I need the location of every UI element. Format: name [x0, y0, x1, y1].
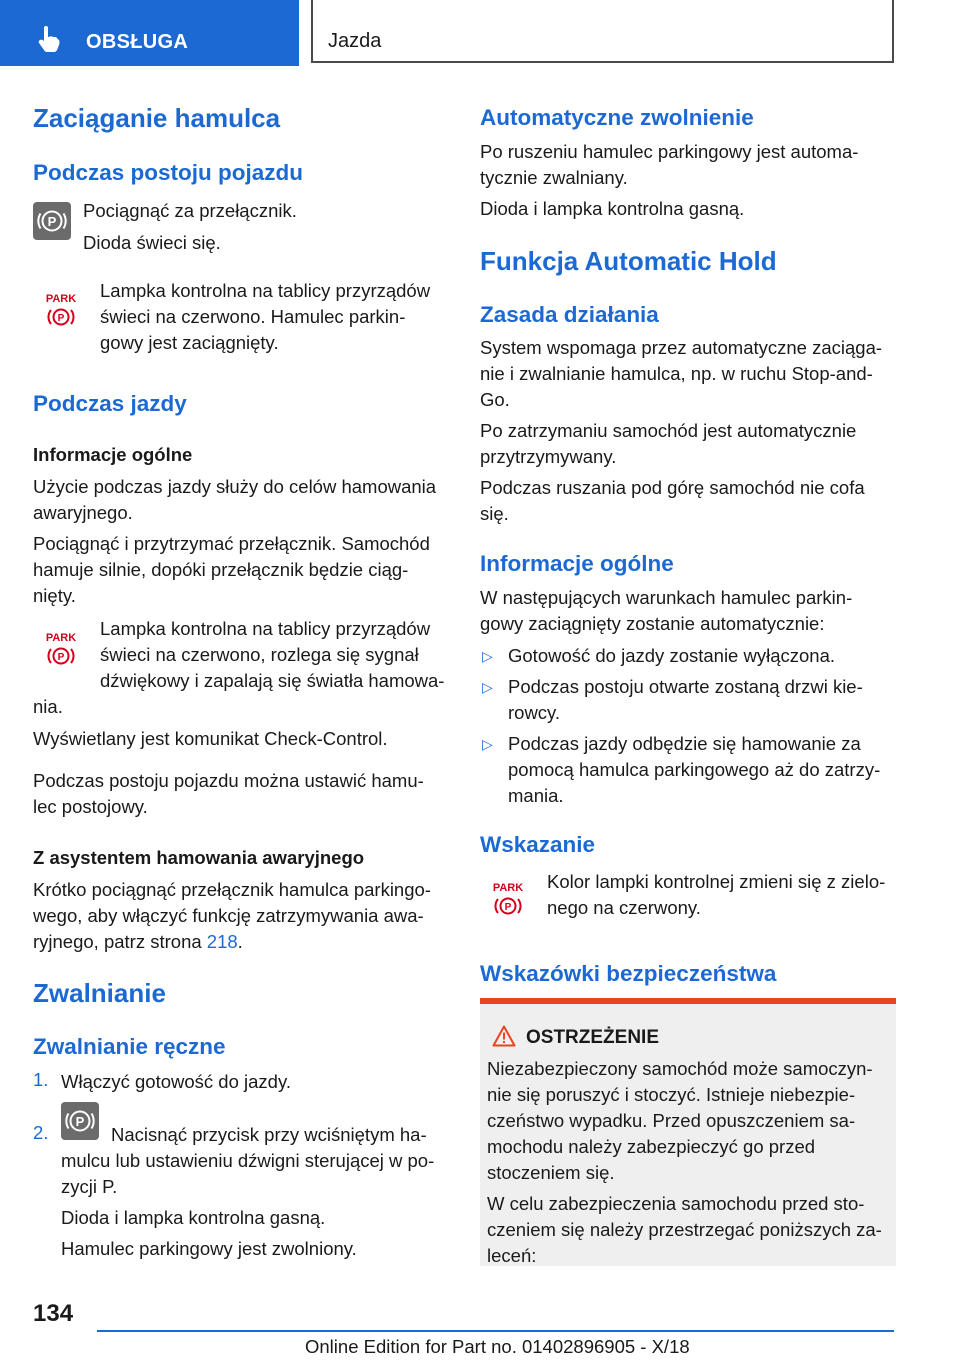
svg-text:P: P	[504, 902, 512, 913]
text-line: nego na czerwony.	[547, 897, 701, 918]
bullet-text: pomocą hamulca parkingowego aż do zatrzy-	[508, 759, 881, 780]
warning-box	[480, 998, 896, 1266]
page-link[interactable]: 218	[206, 931, 238, 952]
text-line: dźwiękowy i zapalają się światła hamowa-	[100, 670, 445, 691]
warning-title: OSTRZEŻENIE	[526, 1027, 660, 1048]
text-line: Podczas postoju pojazdu można ustawić hamu-	[33, 770, 424, 791]
bullet-text: Podczas jazdy odbędzie się hamowanie za	[508, 733, 861, 754]
park-warning-icon	[43, 630, 79, 675]
park-indicator-icon	[490, 880, 526, 925]
section-label: OBSŁUGA	[86, 31, 189, 53]
text-line: świeci na czerwono, rozlega się sygnał	[100, 644, 419, 665]
text-line: przytrzymywany.	[480, 446, 617, 467]
bullet-text: mania.	[508, 785, 564, 806]
heading-safety: Wskazówki bezpieczeństwa	[480, 961, 777, 986]
warning-text: leceń:	[487, 1245, 537, 1266]
heading-general-info: Informacje ogólne	[480, 551, 674, 576]
text-line: gowy zaciągnięty zostanie automatycznie:	[480, 613, 825, 634]
text-line: nięty.	[33, 585, 76, 606]
text-line: Wyświetlany jest komunikat Check-Control.	[33, 728, 388, 749]
warning-text: Niezabezpieczony samochód może samoczyn-	[487, 1058, 873, 1079]
step-text: Hamulec parkingowy jest zwolniony.	[61, 1238, 357, 1259]
step-number: 1.	[33, 1069, 49, 1090]
heading-manual: Zwalnianie ręczne	[33, 1034, 226, 1059]
text-line: Dioda świeci się.	[83, 232, 221, 253]
heading-autohold: Funkcja Automatic Hold	[480, 246, 777, 276]
svg-text:P: P	[47, 214, 57, 229]
heading-standstill: Podczas postoju pojazdu	[33, 160, 304, 185]
text-line: Go.	[480, 389, 510, 410]
step-text: zycji P.	[61, 1176, 118, 1197]
section-tab	[0, 0, 299, 66]
text-line: lec postojowy.	[33, 796, 148, 817]
svg-text:PARK: PARK	[45, 293, 77, 305]
parking-brake-switch-icon	[61, 1102, 99, 1140]
text-line: wego, aby włączyć funkcję zatrzymywania awa-	[33, 905, 424, 926]
text-span: ryjnego, patrz strona	[33, 931, 207, 952]
text-span: .	[237, 931, 243, 952]
heading-auto-release: Automatyczne zwolnienie	[480, 105, 754, 130]
text-line: się.	[480, 503, 509, 524]
bullet-triangle-icon: ▷	[482, 679, 493, 695]
warning-text: czeństwo wypadku. Przed opuszczeniem sa-	[487, 1110, 856, 1131]
bullet-text: rowcy.	[508, 702, 561, 723]
step-text: mulcu lub ustawieniu dźwigni sterującej w po-	[61, 1150, 435, 1171]
step-text: Włączyć gotowość do jazdy.	[61, 1071, 291, 1092]
chapter-box	[311, 0, 894, 63]
svg-text:P: P	[57, 313, 65, 324]
heading-release: Zwalnianie	[33, 978, 166, 1008]
parking-brake-switch-icon	[33, 202, 71, 240]
warning-text: mochodu należy zabezpieczyć go przed	[487, 1136, 816, 1157]
text-line: hamuje silnie, dopóki przełącznik będzie ciąg-	[33, 559, 409, 580]
text-line: gowy jest zaciągnięty.	[100, 332, 279, 353]
heading-emergency: Z asystentem hamowania awaryjnego	[33, 847, 365, 868]
heading-driving: Podczas jazdy	[33, 391, 187, 416]
text-line: awaryjnego.	[33, 502, 133, 523]
hand-pointer-icon	[38, 26, 60, 52]
step-text: Dioda i lampka kontrolna gasną.	[61, 1207, 326, 1228]
warning-text: W celu zabezpieczenia samochodu przed sto-	[487, 1193, 865, 1214]
text-line: tycznie zwalniany.	[480, 167, 628, 188]
svg-text:P: P	[75, 1114, 85, 1129]
text-line: Dioda i lampka kontrolna gasną.	[480, 198, 745, 219]
bullet-triangle-icon: ▷	[482, 648, 493, 664]
warning-text: czeniem się należy przestrzegać poniższych za-	[487, 1219, 882, 1240]
warning-text: nie się poruszyć i stoczyć. Istnieje niebezpie-	[487, 1084, 856, 1105]
text-line: Po ruszeniu hamulec parkingowy jest automa-	[480, 141, 859, 162]
text-line: System wspomaga przez automatyczne zaciąga-	[480, 337, 883, 358]
text-line: W następujących warunkach hamulec parkin-	[480, 587, 853, 608]
park-warning-icon	[43, 291, 79, 336]
text-line	[33, 929, 243, 955]
text-line: nie i zwalnianie hamulca, np. w ruchu Stop-and-	[480, 363, 873, 384]
footer-divider	[97, 1330, 894, 1332]
text-line: Lampka kontrolna na tablicy przyrządów	[100, 280, 431, 301]
page-number: 134	[33, 1300, 74, 1327]
warning-text: stoczeniem się.	[487, 1162, 615, 1183]
text-line: Krótko pociągnąć przełącznik hamulca parkingo-	[33, 879, 431, 900]
text-line: nia.	[33, 696, 63, 717]
text-line: Podczas ruszania pod górę samochód nie cofa	[480, 477, 865, 498]
text-line: Kolor lampki kontrolnej zmieni się z zielo-	[547, 871, 886, 892]
bullet-triangle-icon: ▷	[482, 736, 493, 752]
heading-principle: Zasada działania	[480, 302, 659, 327]
text-line: Pociągnąć za przełącznik.	[83, 200, 297, 221]
step-text: Nacisnąć przycisk przy wciśniętym ha-	[111, 1124, 427, 1145]
heading-indicator: Wskazanie	[480, 832, 596, 857]
heading-applying: Zaciąganie hamulca	[33, 103, 281, 133]
svg-text:PARK: PARK	[45, 632, 77, 644]
text-line: Po zatrzymaniu samochód jest automatycznie	[480, 420, 857, 441]
svg-text:P: P	[57, 652, 65, 663]
bullet-text: Gotowość do jazdy zostanie wyłączona.	[508, 645, 836, 666]
text-line: Użycie podczas jazdy służy do celów hamowania	[33, 476, 437, 497]
warning-triangle-icon	[492, 1025, 516, 1047]
text-line: Lampka kontrolna na tablicy przyrządów	[100, 618, 431, 639]
heading-general: Informacje ogólne	[33, 444, 193, 465]
text-line: Pociągnąć i przytrzymać przełącznik. Samochód	[33, 533, 430, 554]
edition-text: Online Edition for Part no. 01402896905 - X/18	[305, 1336, 690, 1357]
bullet-text: Podczas postoju otwarte zostaną drzwi kie-	[508, 676, 863, 697]
svg-text:PARK: PARK	[492, 882, 524, 894]
chapter-label: Jazda	[328, 30, 382, 52]
step-number: 2.	[33, 1122, 49, 1143]
text-line: świeci na czerwono. Hamulec parkin-	[100, 306, 406, 327]
